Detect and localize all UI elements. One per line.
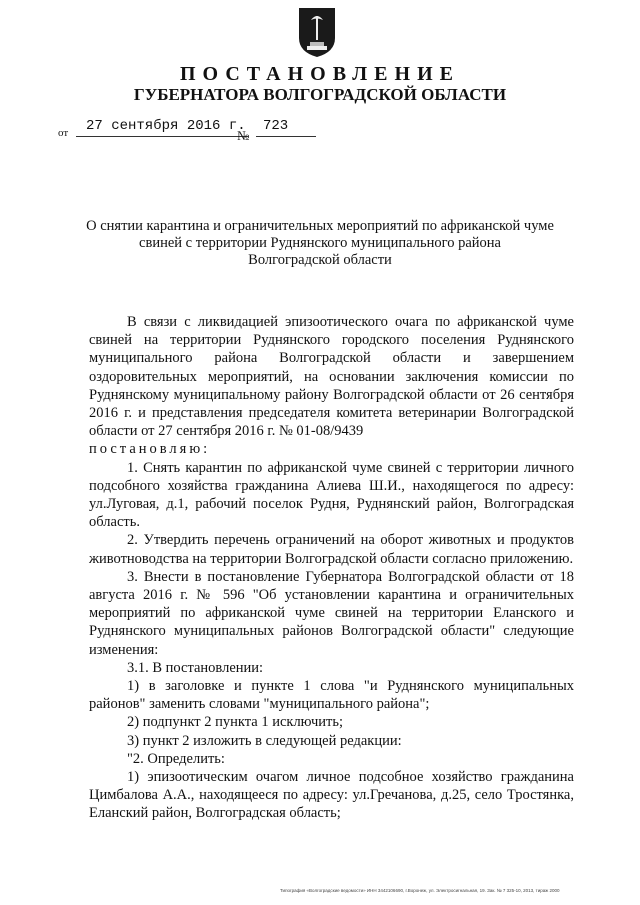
coat-of-arms-emblem — [297, 6, 337, 58]
document-heading — [60, 218, 580, 269]
quote-start: "2. Определить: — [127, 750, 225, 767]
subitem-1: 1) в заголовке и пункте 1 слова "и Руднянского муниципальных районов" заменить словами "муниципального района"; — [89, 678, 574, 713]
number-underline — [256, 136, 316, 137]
document-number: 723 — [263, 118, 289, 134]
item-3: 3. Внести в постановление Губернатора Волгоградской области от 18 августа 2016 г. № 596 "Об установлении карантина и ограничительных мероприятий по африканской чуме свиней на территории Еланского и Руднянского муниципальных районов Волгоградской области" следующие изменения: — [89, 568, 574, 658]
date-prefix: от — [58, 127, 69, 139]
date-number-line — [58, 118, 388, 144]
quote-item-1: 1) эпизоотическим очагом личное подсобное хозяйство гражданина Цимбалова А.А., находящееся по адресу: ул.Гречанова, д.25, село Тростянка, Еланский район, Волгоградская область; — [89, 769, 574, 822]
document-title: ПОСТАНОВЛЕНИЕ — [180, 63, 460, 85]
print-imprint: Типография «Волгоградские ведомости» ИНН 3442106690, г.Воронеж, ул. Электросигнальная, 19. Зак. № 7 325-10, 2013, тираж 2000 — [280, 888, 560, 893]
heading-line: Волгоградской области — [248, 252, 392, 268]
heading-line: О снятии карантина и ограничительных мероприятий по африканской чуме — [86, 218, 554, 234]
document-date: 27 сентября 2016 г. — [86, 118, 246, 134]
heading-line: свиней с территории Руднянского муниципального района — [139, 235, 501, 251]
item-2: 2. Утвердить перечень ограничений на оборот животных и продуктов животноводства на территории Волгоградской области согласно приложению. — [89, 532, 574, 567]
date-underline — [76, 136, 248, 137]
decree-word: постановляю: — [89, 441, 211, 458]
number-sign: № — [237, 128, 250, 143]
item-1: 1. Снять карантин по африканской чуме свиней с территории личного подсобного хозяйства гражданина Алиева Ш.И., находящегося по адресу: ул.Луговая, д.1, рабочий поселок Рудня, Руднянский район, Волгоградская область. — [89, 459, 574, 531]
item-3-1: 3.1. В постановлении: — [127, 659, 264, 676]
subitem-2: 2) подпункт 2 пункта 1 исключить; — [127, 714, 343, 731]
document-body — [89, 313, 574, 823]
preamble-paragraph: В связи с ликвидацией эпизоотического очага по африканской чуме свиней на территории Руднянского городского поселения Руднянского муниципального района Волгоградской области и завершением оздоровительных мероприятий, на основании заключения комиссии по Руднянскому муниципальному району Волгоградской области от 26 сентября 2016 г. и представления председателя комитета ветеринарии Волгоградской области от 27 сентября 2016 г. № 01-08/9439 — [89, 314, 574, 440]
document-subtitle: ГУБЕРНАТОРА ВОЛГОГРАДСКОЙ ОБЛАСТИ — [133, 85, 507, 104]
subitem-3: 3) пункт 2 изложить в следующей редакции: — [127, 732, 402, 749]
